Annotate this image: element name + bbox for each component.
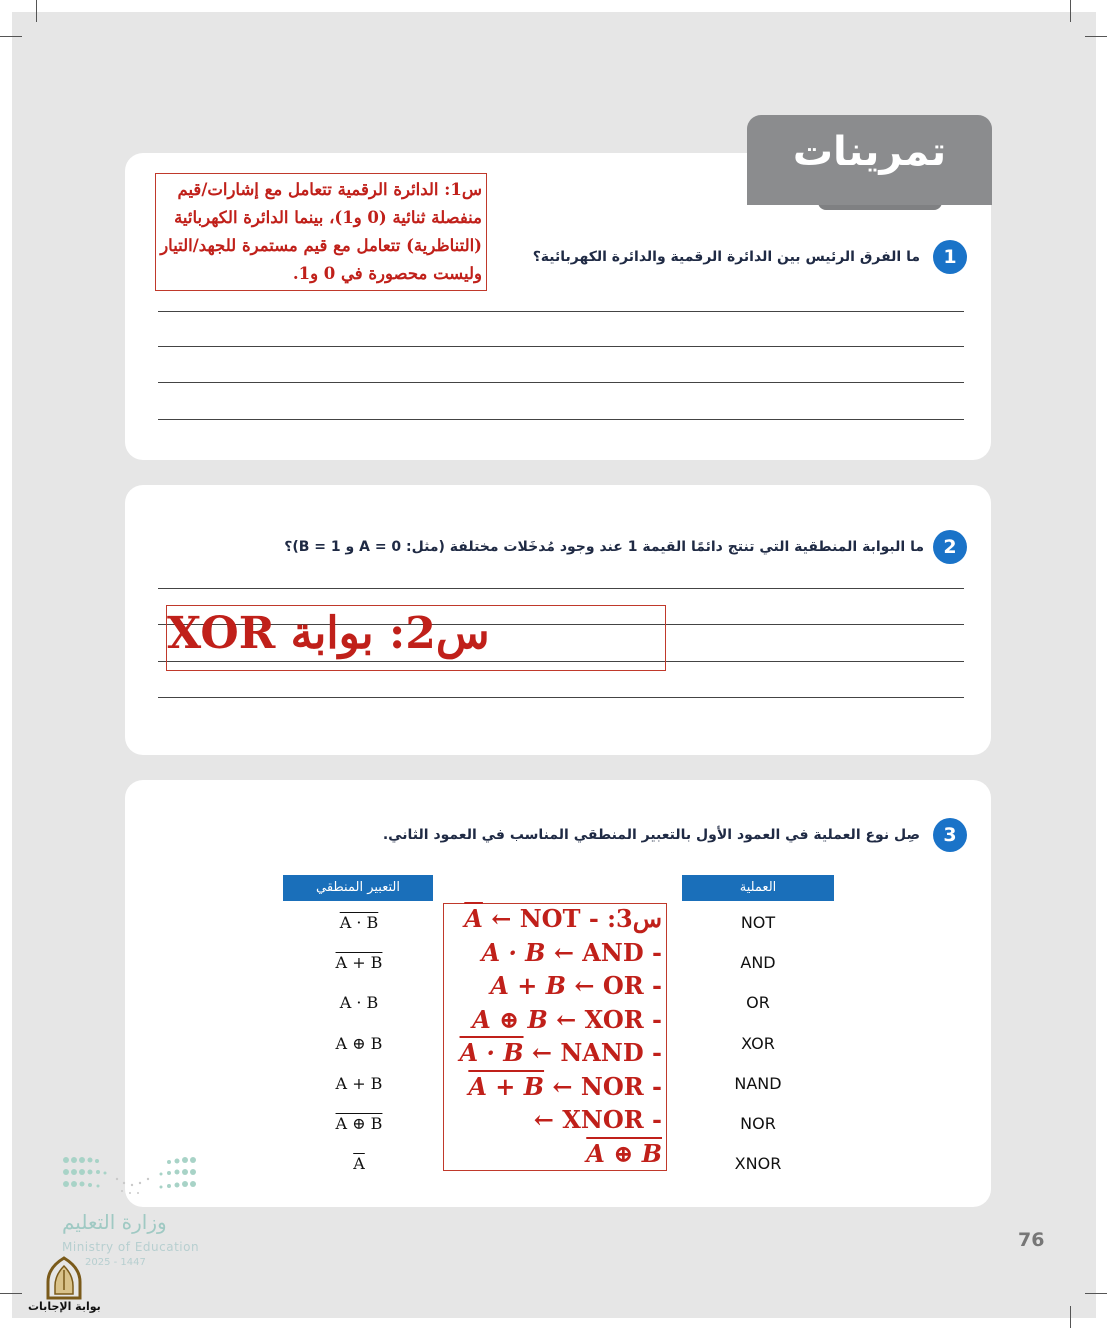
question-3-answer-box	[443, 903, 667, 1171]
crop-mark	[1070, 0, 1071, 22]
expression-item: A + B	[335, 953, 383, 973]
crop-mark	[0, 36, 22, 37]
question-3-text: صِل نوع العملية في العمود الأول بالتعبير المنطقي المناسب في العمود الثاني.	[382, 827, 920, 843]
answer-line: A · B ← AND -	[481, 937, 662, 967]
operation-column-header: العملية	[682, 875, 834, 901]
question-2-answer: س2: بوابة XOR	[167, 608, 490, 659]
question-3-number: 3	[933, 818, 967, 852]
ministry-name-english: Ministry of Education	[62, 1240, 200, 1254]
answers-gate-label: بوابة الإجابات	[28, 1300, 101, 1313]
answer-line: A + B ← NOR -	[468, 1071, 662, 1101]
page-title: تمرينات	[792, 129, 947, 175]
ministry-year: 2025 - 1447	[85, 1257, 146, 1268]
pen-nib-logo-icon	[44, 1256, 84, 1300]
expression-item: $\overline{A}$	[353, 1154, 365, 1174]
operation-item: XNOR	[734, 1154, 782, 1174]
question-2-answer-box	[166, 605, 666, 671]
expression-item: A + B	[335, 1073, 383, 1093]
crop-mark	[1085, 1293, 1107, 1294]
answer-line: A · B ← NAND -	[459, 1038, 662, 1067]
answer-line: A + B ← OR -	[490, 971, 662, 1000]
expression-item: A ⊕ B	[335, 1033, 383, 1053]
crop-mark	[1070, 1306, 1071, 1328]
answer-line: منفصلة ثنائية (0 و1)، بينما الدائرة الكهربائية	[174, 208, 482, 227]
answer-rule	[158, 346, 964, 347]
question-1-text: ما الفرق الرئيس بين الدائرة الرقمية والدائرة الكهربائية؟	[532, 249, 920, 265]
expression-item: A · B	[339, 913, 379, 932]
answer-rule	[158, 382, 964, 383]
operation-item: NOR	[740, 1114, 776, 1133]
answer-line: $\overline{A}$ ← NOT س3: -	[464, 904, 662, 933]
answer-rule	[158, 311, 964, 312]
answer-line: س1: الدائرة الرقمية تتعامل مع إشارات/قيم	[177, 180, 482, 199]
answer-rule	[158, 419, 964, 420]
answer-rule	[158, 588, 964, 589]
question-2-text: ما البوابة المنطقية التي تنتج دائمًا القيمة 1 عند وجود مُدخَلات مختلفة (مثل: A = 0 و B = 1)؟	[284, 539, 924, 555]
crop-mark	[36, 0, 37, 22]
page-number: 76	[1018, 1229, 1045, 1251]
operation-item: NOT	[740, 913, 776, 932]
question-1-answer-box	[155, 173, 487, 291]
question-1-number: 1	[933, 240, 967, 274]
expression-column-header: التعبير المنطقي	[283, 875, 433, 901]
operation-item: XOR	[741, 1033, 775, 1053]
answer-line: (التناظرية) تتعامل مع قيم مستمرة للجهد/التيار	[160, 236, 482, 255]
operation-item: OR	[746, 993, 770, 1013]
operation-item: NAND	[734, 1073, 782, 1093]
expression-item: A ⊕ B	[335, 1114, 383, 1133]
question-2-number: 2	[933, 530, 967, 564]
ministry-name-arabic: وزارة التعليم	[62, 1210, 167, 1234]
answer-rule	[158, 697, 964, 698]
crop-mark	[0, 1293, 22, 1294]
answer-line: A ⊕ B ← XOR -	[472, 1004, 662, 1034]
operation-item: AND	[740, 953, 776, 973]
crop-mark	[1085, 36, 1107, 37]
title-tab	[747, 115, 992, 205]
answer-line: A ⊕ B	[586, 1138, 662, 1168]
expression-item: A · B	[339, 993, 379, 1013]
answer-line: ← XNOR -	[533, 1105, 662, 1134]
answer-line: وليست محصورة في 0 و1.	[292, 264, 482, 283]
ministry-logo-icon	[62, 1155, 197, 1197]
